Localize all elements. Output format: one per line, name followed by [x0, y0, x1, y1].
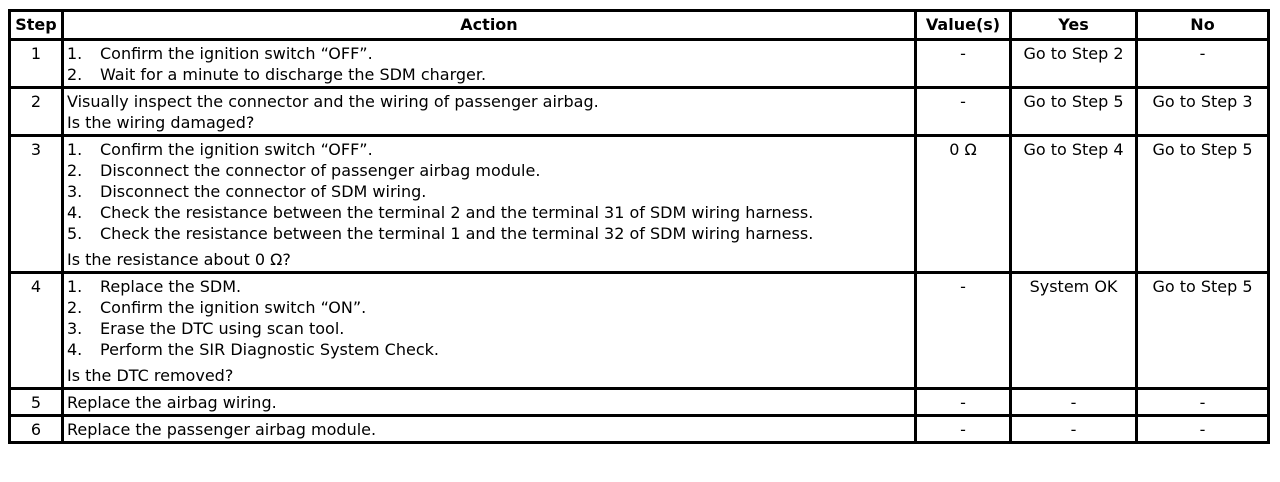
item-text: Confirm the ignition switch “ON”.: [100, 298, 367, 317]
table-row: [10, 40, 1269, 88]
step-number: 2: [10, 88, 63, 136]
yes-cell: Go to Step 4: [1011, 136, 1137, 273]
action-list: [67, 276, 911, 360]
item-number: 3.: [67, 319, 83, 338]
value-cell: 0 Ω: [916, 136, 1011, 273]
item-text: Confirm the ignition switch “OFF”.: [100, 44, 373, 63]
yes-cell: System OK: [1011, 273, 1137, 389]
action-item: [67, 64, 911, 85]
action-text: Visually inspect the connector and the wiring of passenger airbag.: [67, 92, 599, 111]
action-text: Replace the passenger airbag module.: [67, 420, 377, 439]
yes-cell: Go to Step 2: [1011, 40, 1137, 88]
action-item: [67, 139, 911, 160]
action-item: [67, 202, 911, 223]
no-cell: Go to Step 5: [1137, 273, 1269, 389]
column-header-no: No: [1137, 11, 1269, 40]
item-number: 4.: [67, 203, 83, 222]
yes-cell: Go to Step 5: [1011, 88, 1137, 136]
no-cell: Go to Step 3: [1137, 88, 1269, 136]
item-number: 2.: [67, 298, 83, 317]
value-cell: -: [916, 40, 1011, 88]
item-number: 5.: [67, 224, 83, 243]
value-cell: -: [916, 88, 1011, 136]
table-row: [10, 136, 1269, 273]
diagnostic-table-container: [8, 9, 1270, 444]
action-text: Replace the airbag wiring.: [67, 393, 277, 412]
action-question: Is the wiring damaged?: [67, 113, 255, 132]
item-number: 2.: [67, 161, 83, 180]
action-question: Is the DTC removed?: [67, 366, 234, 385]
action-item: [67, 181, 911, 202]
action-cell: [63, 416, 916, 443]
action-item: [67, 297, 911, 318]
action-cell: [63, 136, 916, 273]
action-item: [67, 223, 911, 244]
item-number: 1.: [67, 277, 83, 296]
no-cell: Go to Step 5: [1137, 136, 1269, 273]
yes-cell: -: [1011, 389, 1137, 416]
diagnostic-table: [8, 9, 1270, 444]
action-cell: [63, 88, 916, 136]
value-cell: -: [916, 389, 1011, 416]
no-cell: -: [1137, 416, 1269, 443]
item-number: 1.: [67, 44, 83, 63]
item-text: Disconnect the connector of passenger airbag module.: [100, 161, 541, 180]
header-row: [10, 11, 1269, 40]
item-text: Perform the SIR Diagnostic System Check.: [100, 340, 439, 359]
item-text: Erase the DTC using scan tool.: [100, 319, 345, 338]
action-item: [67, 318, 911, 339]
item-text: Replace the SDM.: [100, 277, 242, 296]
step-number: 6: [10, 416, 63, 443]
yes-cell: -: [1011, 416, 1137, 443]
action-cell: [63, 389, 916, 416]
table-row: [10, 389, 1269, 416]
item-number: 3.: [67, 182, 83, 201]
item-number: 4.: [67, 340, 83, 359]
item-text: Check the resistance between the terminal 2 and the terminal 31 of SDM wiring harness.: [100, 203, 814, 222]
action-item: [67, 339, 911, 360]
action-item: [67, 160, 911, 181]
item-text: Check the resistance between the terminal 1 and the terminal 32 of SDM wiring harness.: [100, 224, 814, 243]
item-text: Confirm the ignition switch “OFF”.: [100, 140, 373, 159]
column-header-yes: Yes: [1011, 11, 1137, 40]
action-cell: [63, 273, 916, 389]
action-cell: [63, 40, 916, 88]
item-number: 2.: [67, 65, 83, 84]
table-row: [10, 416, 1269, 443]
no-cell: -: [1137, 40, 1269, 88]
item-text: Disconnect the connector of SDM wiring.: [100, 182, 427, 201]
action-question: Is the resistance about 0 Ω?: [67, 250, 291, 269]
action-list: [67, 43, 911, 85]
column-header-action: Action: [63, 11, 916, 40]
step-number: 4: [10, 273, 63, 389]
item-number: 1.: [67, 140, 83, 159]
table-row: [10, 88, 1269, 136]
value-cell: -: [916, 273, 1011, 389]
value-cell: -: [916, 416, 1011, 443]
table-row: [10, 273, 1269, 389]
column-header-step: Step: [10, 11, 63, 40]
action-item: [67, 276, 911, 297]
column-header-values: Value(s): [916, 11, 1011, 40]
action-item: [67, 43, 911, 64]
item-text: Wait for a minute to discharge the SDM charger.: [100, 65, 487, 84]
no-cell: -: [1137, 389, 1269, 416]
action-list: [67, 139, 911, 244]
step-number: 5: [10, 389, 63, 416]
step-number: 3: [10, 136, 63, 273]
step-number: 1: [10, 40, 63, 88]
